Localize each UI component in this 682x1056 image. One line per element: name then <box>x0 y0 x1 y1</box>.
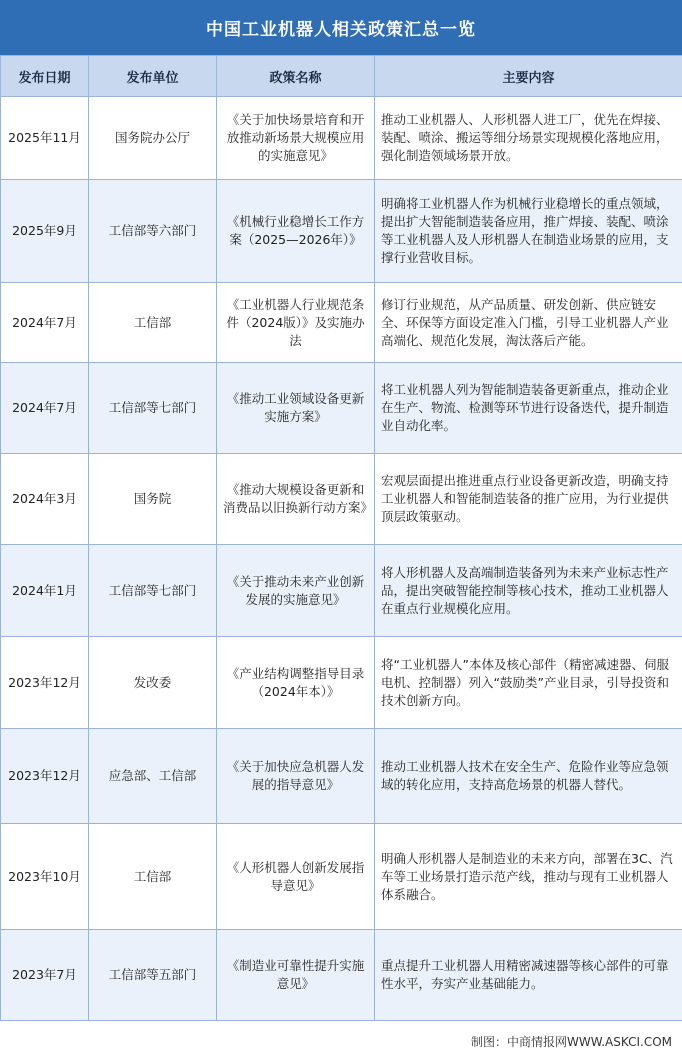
row-issuer: 工信部等六部门 <box>89 180 217 283</box>
row-policy-name: 《制造业可靠性提升实施意见》 <box>217 930 375 1021</box>
row-policy-name: 《人形机器人创新发展指导意见》 <box>217 824 375 930</box>
table-header-row <box>1 56 682 97</box>
row-date: 2024年1月 <box>1 545 89 637</box>
row-policy-name: 《关于加快场景培育和开放推动新场景大规模应用的实施意见》 <box>217 97 375 180</box>
row-content: 宏观层面提出推进重点行业设备更新改造，明确支持工业机器人和智能制造装备的推广应用，为行业提供顶层政策驱动。 <box>375 454 682 545</box>
row-policy-name: 《工业机器人行业规范条件（2024版）》及实施办法 <box>217 283 375 363</box>
table-row <box>1 930 682 1021</box>
row-issuer: 工信部 <box>89 824 217 930</box>
row-date: 2023年12月 <box>1 637 89 729</box>
row-issuer: 工信部等七部门 <box>89 545 217 637</box>
row-content: 将工业机器人列为智能制造装备更新重点，推动企业在生产、物流、检测等环节进行设备迭代，提升制造业自动化率。 <box>375 363 682 454</box>
row-issuer: 工信部 <box>89 283 217 363</box>
page-title: 中国工业机器人相关政策汇总一览 <box>0 0 682 55</box>
row-date: 2023年10月 <box>1 824 89 930</box>
row-date: 2024年7月 <box>1 363 89 454</box>
row-policy-name: 《产业结构调整指导目录（2024年本）》 <box>217 637 375 729</box>
policy-table <box>0 55 682 1021</box>
row-policy-name: 《机械行业稳增长工作方案（2025—2026年）》 <box>217 180 375 283</box>
row-issuer: 国务院 <box>89 454 217 545</box>
row-issuer: 应急部、工信部 <box>89 729 217 824</box>
header-content: 主要内容 <box>375 56 682 97</box>
row-content: 推动工业机器人、人形机器人进工厂，优先在焊接、装配、喷涂、搬运等细分场景实现规模化落地应用，强化制造领域场景开放。 <box>375 97 682 180</box>
row-date: 2024年7月 <box>1 283 89 363</box>
row-issuer: 国务院办公厅 <box>89 97 217 180</box>
table-row <box>1 637 682 729</box>
row-date: 2023年7月 <box>1 930 89 1021</box>
row-date: 2025年9月 <box>1 180 89 283</box>
row-issuer: 工信部等七部门 <box>89 363 217 454</box>
header-date: 发布日期 <box>1 56 89 97</box>
header-policy-name: 政策名称 <box>217 56 375 97</box>
row-policy-name: 《推动工业领域设备更新实施方案》 <box>217 363 375 454</box>
source-footer: 制图：中商情报网WWW.ASKCI.COM <box>471 1035 672 1049</box>
table-row <box>1 545 682 637</box>
row-content: 明确人形机器人是制造业的未来方向，部署在3C、汽车等工业场景打造示范产线，推动与现有工业机器人体系融合。 <box>375 824 682 930</box>
row-date: 2025年11月 <box>1 97 89 180</box>
table-row <box>1 283 682 363</box>
row-issuer: 工信部等五部门 <box>89 930 217 1021</box>
row-content: 将“工业机器人”本体及核心部件（精密减速器、伺服电机、控制器）列入“鼓励类”产业目录，引导投资和技术创新方向。 <box>375 637 682 729</box>
table-row <box>1 97 682 180</box>
row-content: 将人形机器人及高端制造装备列为未来产业标志性产品，提出突破智能控制等核心技术，推动工业机器人在重点行业规模化应用。 <box>375 545 682 637</box>
header-issuer: 发布单位 <box>89 56 217 97</box>
table-row <box>1 729 682 824</box>
table-row <box>1 454 682 545</box>
row-policy-name: 《推动大规模设备更新和消费品以旧换新行动方案》 <box>217 454 375 545</box>
row-date: 2023年12月 <box>1 729 89 824</box>
row-date: 2024年3月 <box>1 454 89 545</box>
table-row <box>1 180 682 283</box>
table-row <box>1 363 682 454</box>
row-content: 明确将工业机器人作为机械行业稳增长的重点领域，提出扩大智能制造装备应用，推广焊接、装配、喷涂等工业机器人及人形机器人在制造业场景的应用，支撑行业营收目标。 <box>375 180 682 283</box>
row-policy-name: 《关于推动未来产业创新发展的实施意见》 <box>217 545 375 637</box>
row-issuer: 发改委 <box>89 637 217 729</box>
row-policy-name: 《关于加快应急机器人发展的指导意见》 <box>217 729 375 824</box>
row-content: 重点提升工业机器人用精密减速器等核心部件的可靠性水平，夯实产业基础能力。 <box>375 930 682 1021</box>
table-row <box>1 824 682 930</box>
row-content: 修订行业规范，从产品质量、研发创新、供应链安全、环保等方面设定准入门槛，引导工业机器人产业高端化、规范化发展，淘汰落后产能。 <box>375 283 682 363</box>
row-content: 推动工业机器人技术在安全生产、危险作业等应急领域的转化应用，支持高危场景的机器人替代。 <box>375 729 682 824</box>
